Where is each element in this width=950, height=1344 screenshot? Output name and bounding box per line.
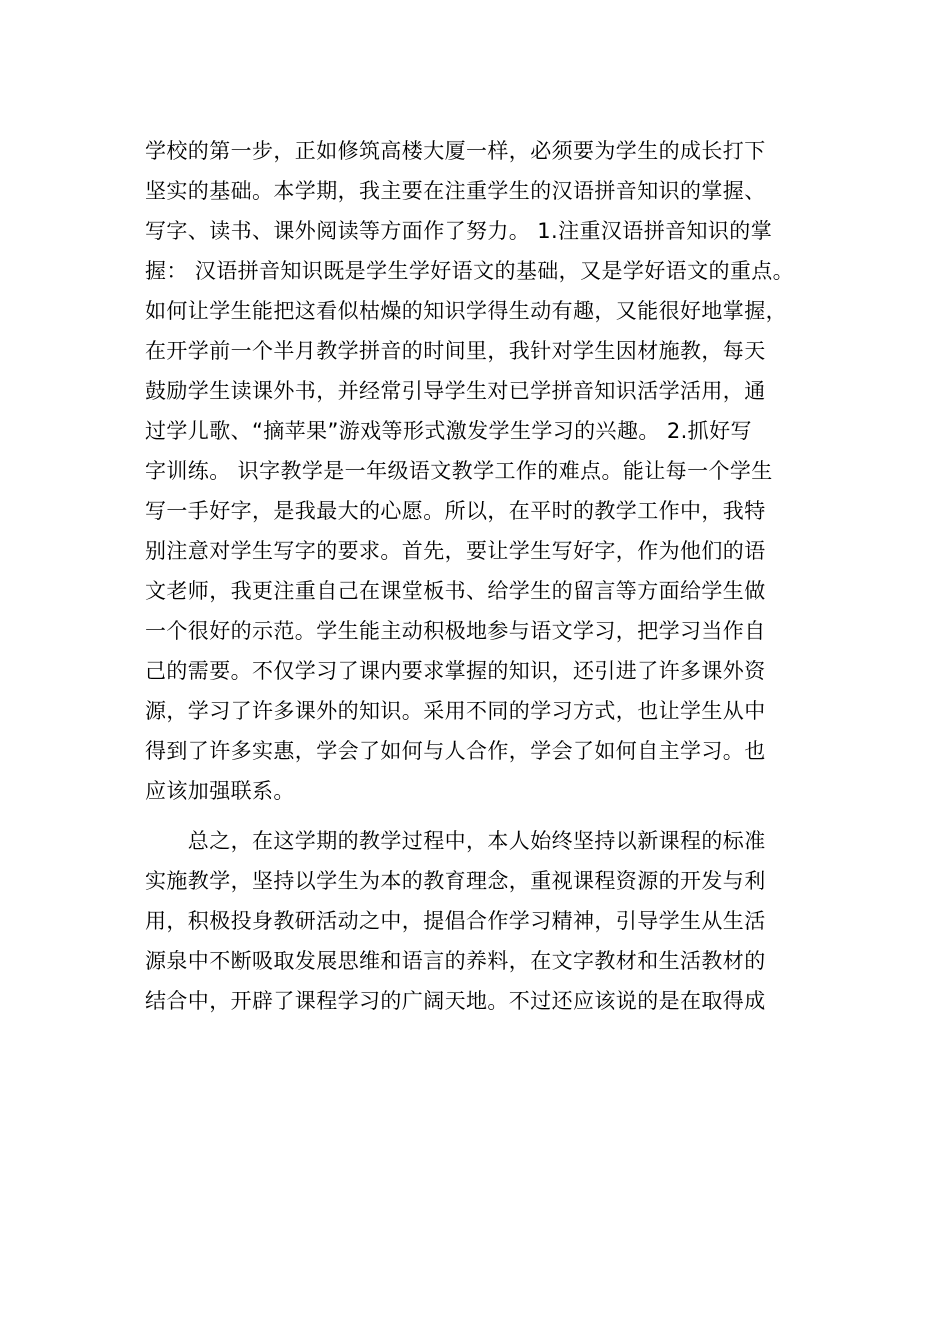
text-line: 写一手好字，是我最大的心愿。所以，在平时的教学工作中，我特 — [145, 499, 766, 523]
text-line: 实施教学，坚持以学生为本的教育理念，重视课程资源的开发与利 — [145, 869, 766, 893]
text-line: 过学儿歌、“摘苹果”游戏等形式激发学生学习的兴趣。 2.抓好写 — [145, 419, 752, 443]
text-line: 鼓励学生读课外书，并经常引导学生对已学拼音知识活学活用，通 — [145, 379, 766, 403]
text-line: 学校的第一步，正如修筑高楼大厦一样，必须要为学生的成长打下 — [145, 139, 766, 163]
text-line: 如何让学生能把这看似枯燥的知识学得生动有趣，又能很好地掌握， — [145, 299, 787, 323]
text-line: 别注意对学生写字的要求。首先，要让学生写好字，作为他们的语 — [145, 539, 766, 563]
text-line: 己的需要。不仅学习了课内要求掌握的知识，还引进了许多课外资 — [145, 659, 766, 683]
text-line: 应该加强联系。 — [145, 779, 295, 803]
text-line: 一个很好的示范。学生能主动积极地参与语文学习，把学习当作自 — [145, 619, 766, 643]
text-line: 总之，在这学期的教学过程中，本人始终坚持以新课程的标准 — [145, 829, 766, 853]
text-line: 文老师，我更注重自己在课堂板书、给学生的留言等方面给学生做 — [145, 579, 766, 603]
text-line: 源泉中不断吸取发展思维和语言的养料，在文字教材和生活教材的 — [145, 949, 766, 973]
text-line: 用，积极投身教研活动之中，提倡合作学习精神，引导学生从生活 — [145, 909, 766, 933]
text-line: 结合中，开辟了课程学习的广阔天地。不过还应该说的是在取得成 — [145, 989, 766, 1013]
text-line: 写字、读书、课外阅读等方面作了努力。 1.注重汉语拼音知识的掌 — [145, 219, 773, 243]
text-line: 坚实的基础。本学期，我主要在注重学生的汉语拼音知识的掌握、 — [145, 179, 766, 203]
text-line: 源，学习了许多课外的知识。采用不同的学习方式，也让学生从中 — [145, 699, 766, 723]
text-line: 在开学前一个半月教学拼音的时间里，我针对学生因材施教，每天 — [145, 339, 766, 363]
text-line: 字训练。 识字教学是一年级语文教学工作的难点。能让每一个学生 — [145, 459, 773, 483]
body-text — [145, 131, 845, 1021]
text-line: 得到了许多实惠，学会了如何与人合作，学会了如何自主学习。也 — [145, 739, 766, 763]
text-line: 握： 汉语拼音知识既是学生学好语文的基础，又是学好语文的重点。 — [145, 259, 795, 283]
